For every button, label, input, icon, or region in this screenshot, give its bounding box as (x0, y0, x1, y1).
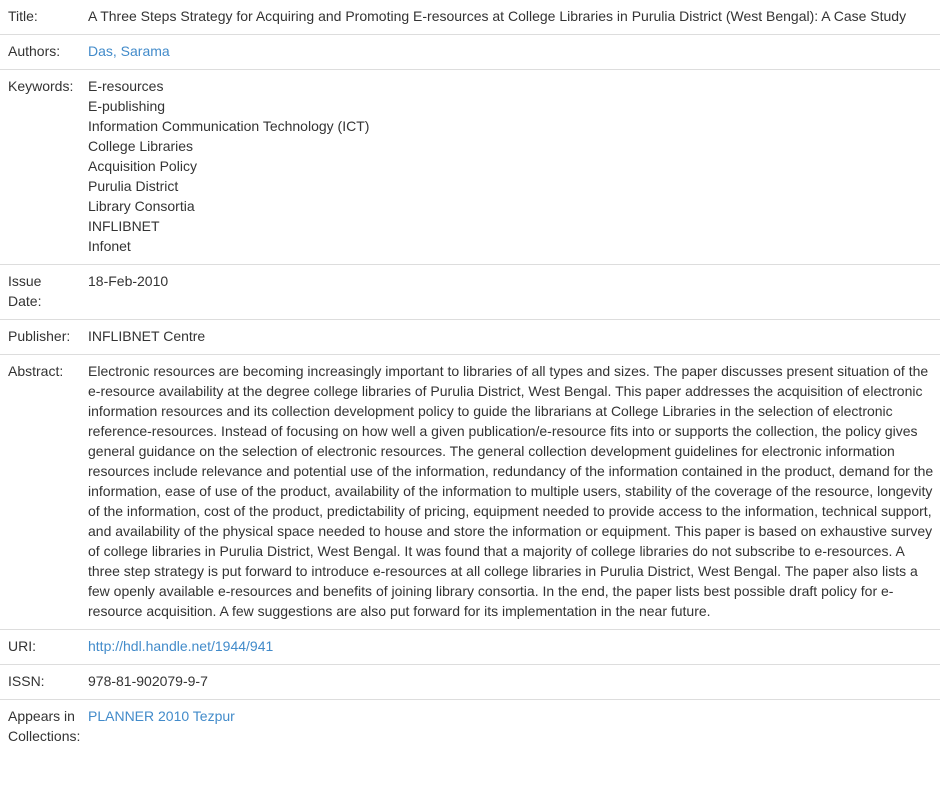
title-value: A Three Steps Strategy for Acquiring and Promoting E-resources at College Libraries in Purulia District (West Bengal): A Case Study (88, 8, 907, 24)
abstract-row (0, 355, 940, 630)
issn-label: ISSN: (0, 665, 88, 700)
title-label: Title: (8, 8, 38, 24)
keyword-item: Library Consortia (88, 198, 195, 214)
title-row (0, 0, 940, 35)
issn-value: 978-81-902079-9-7 (88, 665, 940, 700)
keywords-row (0, 70, 940, 265)
issue-date-label-line2: Date: (8, 293, 42, 309)
authors-row (0, 35, 940, 70)
collections-label (0, 700, 88, 755)
collection-link[interactable]: PLANNER 2010 Tezpur (88, 708, 235, 724)
uri-row (0, 630, 940, 665)
keyword-item: Information Communication Technology (ICT) (88, 118, 370, 134)
uri-link[interactable]: http://hdl.handle.net/1944/941 (88, 638, 274, 654)
authors-label: Authors: (0, 35, 88, 70)
keywords-list (88, 70, 940, 265)
collections-label-line2: Collections: (8, 728, 81, 744)
abstract-text: Electronic resources are becoming increasingly important to libraries of all types and sizes. The paper discusses present situation of the e-resource availability at the degree college libraries of Purulia District, West Bengal. This paper addresses the acquisition of electronic information resources and its collection development policy to guide the librarians at College Libraries in the selection of electronic reference-resources. Instead of focusing on how well a given publication/e-resource fits into or supports the collection, the policy gives general guidance on the selection of electronic resources. The general collection development guidelines for electronic information resources include relevance and potential use of the information, redundancy of the information contained in the product, demand for the information, ease of use of the product, availability of the information to multiple users, stability of the coverage of the resource, longevity of the information, cost of the product, predictability of pricing, equipment needed to provide access to the information, technical support, and availability of the physical space needed to house and store the information or equipment. This paper is based on exhaustive survey of college libraries in Purulia District, West Bengal. It was found that a majority of college libraries do not subscribe to e-resources. A three step strategy is put forward to introduce e-resources at all college libraries in Purulia District, West Bengal. The paper also lists a few openly available e-resources and benefits of joining library consortia. In the end, the paper lists best possible draft policy for e-resource acquisition. A few suggestions are also put forward for its implementation in the near future. (88, 355, 940, 630)
issn-row (0, 665, 940, 700)
publisher-value: INFLIBNET Centre (88, 320, 940, 355)
uri-label: URI: (0, 630, 88, 665)
author-link[interactable]: Das, Sarama (88, 43, 170, 59)
collections-label-line1: Appears in (8, 708, 75, 724)
publisher-row (0, 320, 940, 355)
keywords-label: Keywords: (0, 70, 88, 265)
issue-date-row (0, 265, 940, 320)
issue-date-value: 18-Feb-2010 (88, 265, 940, 320)
publisher-label: Publisher: (0, 320, 88, 355)
keyword-item: Infonet (88, 238, 131, 254)
keyword-item: E-resources (88, 78, 164, 94)
collections-row (0, 700, 940, 755)
issue-date-label-line1: Issue (8, 273, 42, 289)
issue-date-label (0, 265, 88, 320)
keyword-item: Acquisition Policy (88, 158, 197, 174)
keyword-item: College Libraries (88, 138, 194, 154)
keyword-item: E-publishing (88, 98, 166, 114)
abstract-label: Abstract: (0, 355, 88, 630)
keyword-item: Purulia District (88, 178, 179, 194)
keyword-item: INFLIBNET (88, 218, 160, 234)
